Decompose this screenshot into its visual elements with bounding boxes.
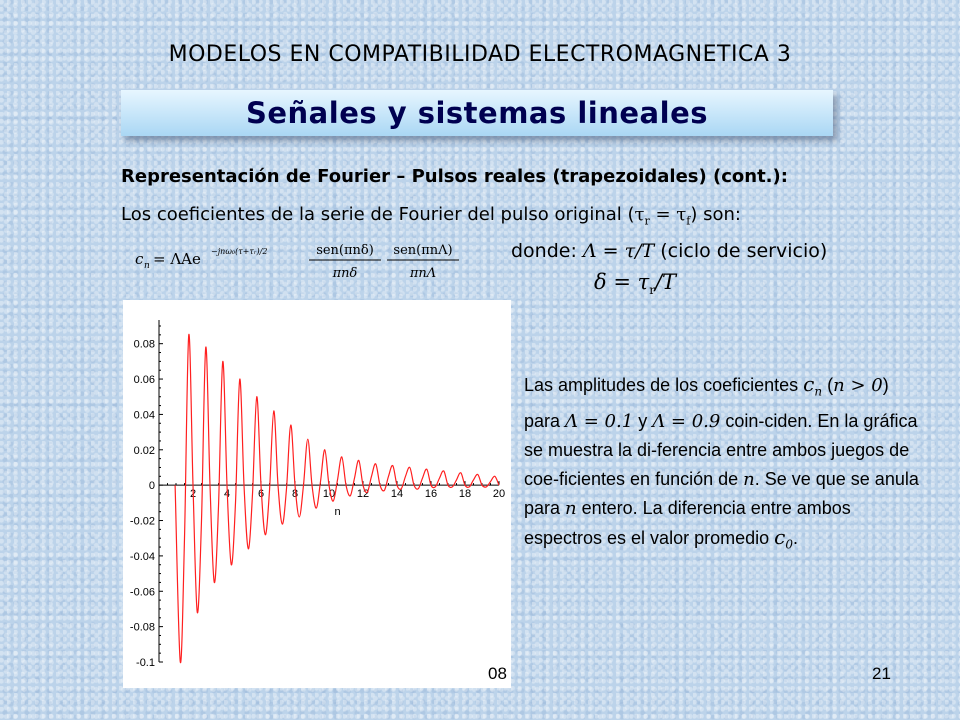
formula-frac2-numerator: sen(πnΛ) xyxy=(393,243,453,258)
curve-point xyxy=(201,520,202,521)
intro-equals: = xyxy=(649,204,677,225)
para-c0-sub: 0 xyxy=(785,537,793,552)
curve-point xyxy=(341,456,342,457)
curve-point xyxy=(392,465,393,466)
fourier-coefficient-formula xyxy=(133,232,463,286)
donde-line-delta xyxy=(594,270,676,297)
curve-point xyxy=(256,396,257,397)
y-tick-label: 0.08 xyxy=(133,338,155,351)
curve-point xyxy=(277,485,278,486)
curve-point xyxy=(498,485,499,486)
x-tick-label: 4 xyxy=(223,488,231,501)
x-tick-label: 20 xyxy=(492,488,506,501)
para-text-8: . xyxy=(792,527,798,548)
y-tick-label: -0.02 xyxy=(129,515,155,528)
para-cn-sub: n xyxy=(814,384,823,399)
curve-point xyxy=(447,485,448,486)
curve-point xyxy=(218,506,219,507)
x-tick-label: 14 xyxy=(390,488,404,501)
para-math-lambda-01: Λ = 0.1 xyxy=(565,410,634,432)
intro-prefix: Los coeficientes de la serie de Fourier del pulso original ( xyxy=(121,204,635,225)
curve-point xyxy=(294,485,295,486)
curve-point xyxy=(481,485,482,486)
curve-point xyxy=(214,582,215,583)
intro-text xyxy=(121,204,741,228)
intro-tau-f: τ xyxy=(676,204,687,225)
x-tick-label: 6 xyxy=(257,488,265,501)
x-tick-label: 10 xyxy=(322,488,336,501)
para-text-7: entero. La diferencia entre ambos espectros es el valor promedio xyxy=(524,497,851,548)
curve-point xyxy=(435,486,436,487)
formula-exponent: −jnω₀(τ+τᵣ)/2 xyxy=(211,247,268,256)
delta-formula-pre: δ = τ xyxy=(594,270,650,294)
explanation-paragraph xyxy=(524,370,929,559)
section-heading: Representación de Fourier – Pulsos reales (trapezoidales) (cont.): xyxy=(121,166,788,187)
footer-date: 08 xyxy=(488,664,507,683)
curve-point xyxy=(464,485,465,486)
curve-point xyxy=(460,472,461,473)
y-tick-label: 0.06 xyxy=(133,374,155,387)
curve-point xyxy=(494,476,495,477)
curve-point xyxy=(439,477,440,478)
curve-point xyxy=(379,485,380,486)
x-tick-label: 8 xyxy=(291,488,299,501)
curve-point xyxy=(235,502,236,503)
curve-point xyxy=(184,538,185,539)
para-math-n-positive: n > 0 xyxy=(833,375,883,396)
curve-point xyxy=(299,516,300,517)
intro-sub-r: r xyxy=(644,214,650,228)
formula-frac2-denominator: πnΛ xyxy=(409,266,437,281)
curve-point xyxy=(324,449,325,450)
curve-point xyxy=(248,548,249,549)
curve-point xyxy=(422,477,423,478)
curve-point xyxy=(290,424,291,425)
y-tick-label: -0.08 xyxy=(129,621,155,634)
x-tick-label: 18 xyxy=(458,488,472,501)
para-cn: c xyxy=(803,372,815,396)
curve-point xyxy=(333,500,334,501)
x-tick-label: 16 xyxy=(424,488,438,501)
delta-formula-sub: r xyxy=(649,283,655,298)
curve-point xyxy=(231,564,232,565)
curve-point xyxy=(282,523,283,524)
intro-suffix: ) son: xyxy=(690,204,741,225)
slide-number: 21 xyxy=(872,664,891,683)
curve-point xyxy=(239,378,240,379)
curve-point xyxy=(469,486,470,487)
curve-point xyxy=(430,485,431,486)
para-text-3: ) para xyxy=(524,375,889,431)
intro-tau-r: τ xyxy=(634,204,645,225)
para-text-1: Las amplitudes de los coeficientes xyxy=(524,375,804,395)
x-axis-label: n xyxy=(334,506,341,519)
curve-point xyxy=(252,493,253,494)
curve-point xyxy=(490,481,491,482)
para-math-n: n xyxy=(743,468,755,490)
duty-cycle-note: (ciclo de servicio) xyxy=(654,240,828,262)
curve-point xyxy=(222,361,223,362)
curve-point xyxy=(303,485,304,486)
curve-point xyxy=(192,485,193,486)
curve-point xyxy=(443,470,444,471)
curve-point xyxy=(401,488,402,489)
curve-point xyxy=(316,508,317,509)
curve-point xyxy=(273,410,274,411)
y-tick-label: -0.1 xyxy=(136,657,155,669)
y-tick-label: -0.06 xyxy=(129,586,155,599)
curve-point xyxy=(188,334,189,335)
curve-point xyxy=(205,347,206,348)
para-text-6: . Se ve que se anula para xyxy=(524,468,919,518)
formula-frac1-numerator: sen(πnδ) xyxy=(316,243,374,258)
para-math-n-integer: n xyxy=(565,497,577,519)
curve-point xyxy=(418,488,419,489)
para-math-lambda-09: Λ = 0.9 xyxy=(652,410,721,432)
curve-point xyxy=(180,661,181,662)
curve-point xyxy=(286,488,287,489)
slide-header: MODELOS EN COMPATIBILIDAD ELECTROMAGNETICA 3 xyxy=(168,42,792,67)
curve-point xyxy=(354,477,355,478)
curve-point xyxy=(477,474,478,475)
donde-label: donde: xyxy=(511,240,583,262)
curve-point xyxy=(388,476,389,477)
curve-point xyxy=(409,467,410,468)
coefficient-difference-plot xyxy=(123,300,511,688)
curve-point xyxy=(405,476,406,477)
curve-point xyxy=(265,534,266,535)
curve-point xyxy=(396,485,397,486)
y-tick-label: 0 xyxy=(148,480,155,493)
curve-point xyxy=(375,463,376,464)
para-text-5: coin-ciden. En la gráfica se muestra la di-ferencia entre ambos juegos de coe-ficientes en función de xyxy=(524,410,918,489)
curve-point xyxy=(456,479,457,480)
curve-point xyxy=(350,495,351,496)
curve-point xyxy=(362,485,363,486)
curve-point xyxy=(175,485,176,486)
para-text-2: ( xyxy=(827,375,834,395)
curve-point xyxy=(269,490,270,491)
x-tick-label: 2 xyxy=(189,488,197,501)
curve-point xyxy=(452,486,453,487)
curve-point xyxy=(367,492,368,493)
donde-line-duty-cycle xyxy=(511,240,827,262)
x-tick-label: 12 xyxy=(356,488,370,501)
formula-amplitude: = ΛAe xyxy=(153,250,201,268)
curve-point xyxy=(328,485,329,486)
curve-point xyxy=(473,479,474,480)
curve-point xyxy=(243,485,244,486)
curve-point xyxy=(384,490,385,491)
formula-lhs-sub: n xyxy=(144,261,150,271)
curve-point xyxy=(486,486,487,487)
y-tick-label: 0.04 xyxy=(133,409,155,422)
curve-point xyxy=(311,485,312,486)
delta-formula-post: /T xyxy=(654,270,677,294)
curve-point xyxy=(371,476,372,477)
curve-point xyxy=(345,485,346,486)
y-tick-label: 0.02 xyxy=(133,444,155,457)
curve-point xyxy=(307,439,308,440)
formula-lhs: c xyxy=(135,250,144,268)
curve-point xyxy=(413,485,414,486)
curve-point xyxy=(209,485,210,486)
curve-point xyxy=(358,460,359,461)
para-c0: c xyxy=(774,524,786,549)
curve-point xyxy=(226,485,227,486)
y-tick-label: -0.04 xyxy=(129,550,155,563)
title-banner xyxy=(121,90,833,136)
duty-cycle-formula: Λ = τ/T xyxy=(582,240,655,262)
curve-point xyxy=(426,469,427,470)
curve-point xyxy=(320,481,321,482)
slide-title: Señales y sistemas lineales xyxy=(245,96,708,130)
curve-point xyxy=(260,485,261,486)
curve-point xyxy=(337,479,338,480)
formula-frac1-denominator: πnδ xyxy=(332,266,358,281)
para-text-4: y xyxy=(633,410,653,431)
intro-sub-f: f xyxy=(686,214,691,228)
curve-point xyxy=(197,612,198,613)
